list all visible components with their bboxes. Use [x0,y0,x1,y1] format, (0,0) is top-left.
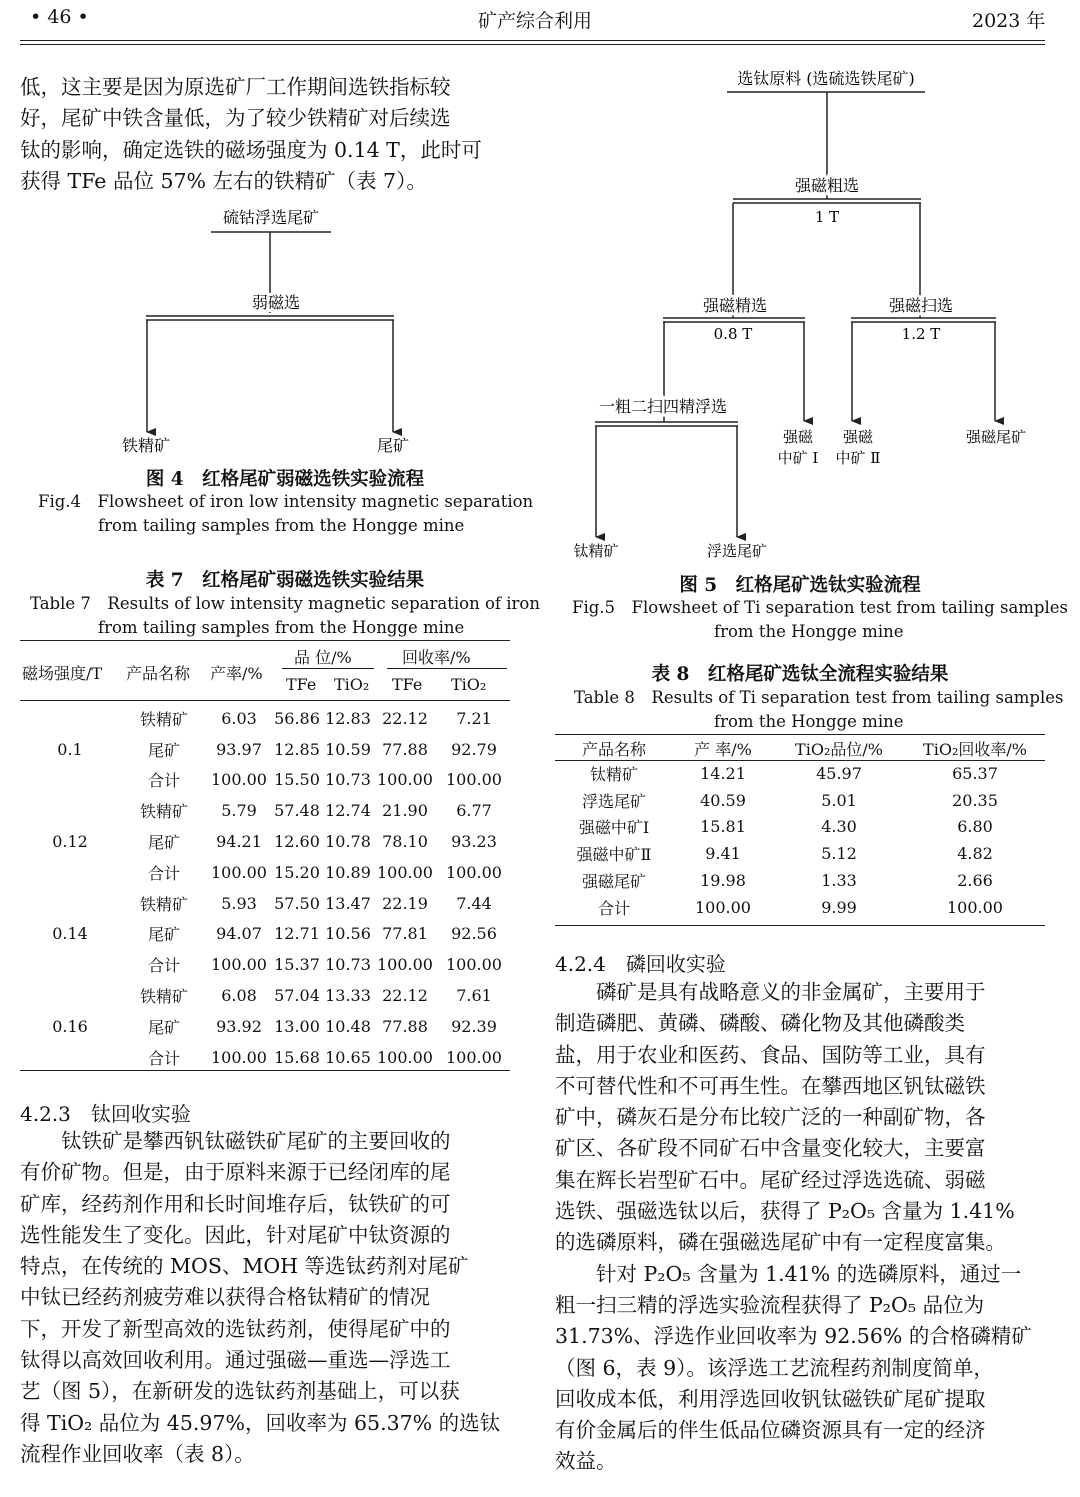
table7-cell: 合计 [147,1048,180,1068]
text-line: 有价金属后的伴生低品位磷资源具有一定的经济 [555,1418,986,1443]
table7-caption-en-1: Table 7 Results of low intensity magnetic separation of iron [30,594,540,613]
table8-cell: 9.41 [705,844,741,864]
table7-cell: 10.89 [325,862,371,882]
table7-cell: 93.23 [451,832,497,852]
table7-cell: 尾矿 [147,925,180,945]
table7-cell: 13.33 [325,986,371,1006]
table7-cell: 15.68 [274,1047,320,1067]
text-line: 得 TiO₂ 品位为 45.97%，回收率为 65.37% 的选钛 [20,1410,501,1435]
table7-cell: 12.60 [274,832,320,852]
fig5-clean-field: 0.8 T [713,325,753,343]
table7-cell: 10.73 [325,955,371,975]
text-line: 制造磷肥、黄磷、磷酸、磷化物及其他磷酸类 [555,1011,965,1036]
fig4-caption-cn: 图 4 红格尾矿弱磁选铁实验流程 [145,469,425,490]
fig5-flot-label: 一粗二扫四精浮选 [598,397,728,416]
text-line: 集在辉长岩型矿石中。尾矿经过浮选选硫、弱磁 [555,1167,986,1192]
table-row [20,980,510,1011]
table7-cell: 92.39 [451,1016,497,1036]
table7-head-product: 产品名称 [126,664,191,683]
table-row [20,795,510,826]
text-line: 盐，用于农业和医药、食品、国防等工业，具有 [555,1042,986,1067]
table7-cell: 92.56 [451,924,497,944]
table8-cell: 19.98 [700,871,746,891]
text-line: 粗一扫三精的浮选实验流程获得了 P₂O₅ 品位为 [555,1292,985,1317]
table8-cell: 4.82 [957,844,993,864]
table7-cell: 10.48 [325,1016,371,1036]
table8-cell: 强磁中矿Ⅰ [578,818,650,838]
text-line: 流程作业回收率（表 8）。 [20,1441,255,1466]
table-row [20,703,510,734]
fig5-tail-label: 强磁尾矿 [965,428,1027,446]
table8 [555,736,1045,921]
table7-cell: 22.12 [382,986,428,1006]
table8-cell: 6.80 [957,817,993,837]
table7-cell: 尾矿 [147,833,180,853]
text-line: 矿区、各矿段不同矿石中含量变化较大，主要富 [555,1136,986,1161]
fig4-feed-label: 硫钴浮选尾矿 [222,208,320,227]
table7-cell: 100.00 [211,955,267,975]
text-line: 回收成本低，利用浮选回收钒钛磁铁矿尾矿提取 [555,1386,986,1411]
table7-cell: 22.12 [382,708,428,728]
fig4-caption-en-1: Fig.4 Flowsheet of iron low intensity magnetic separation [38,492,534,511]
table7-cell: 尾矿 [147,740,180,760]
fig5-flot-tail-label: 浮选尾矿 [706,542,768,560]
fig5-caption-en-2: from the Hongge mine [714,622,904,641]
table7-cell: 57.50 [274,893,320,913]
table8-caption-cn: 表 8 红格尾矿选钛全流程实验结果 [651,664,949,685]
table7-cell: 15.20 [274,862,320,882]
table8-cell: 15.81 [700,817,746,837]
fig5-rough-label: 强磁粗选 [794,176,860,195]
table7-cell: 77.88 [382,739,428,759]
table8-head-product: 产品名称 [581,739,646,759]
journal-title: 矿产综合利用 [478,10,593,32]
table7-cell: 6.08 [221,986,257,1006]
text-line: 的选磷原料，磷在强磁选尾矿中有一定程度富集。 [555,1230,1006,1255]
fig5-mid1-a: 强磁 [782,428,814,446]
table8-cell: 强磁尾矿 [581,872,646,892]
fig4-out-left: 铁精矿 [121,436,171,455]
table7-cell: 铁精矿 [139,987,188,1007]
table7-cell: 7.61 [456,986,492,1006]
table7-cell: 铁精矿 [139,709,188,729]
table7-cell: 77.81 [382,924,428,944]
table7-cell: 94.07 [216,924,262,944]
fig5-scav-field: 1.2 T [901,325,941,343]
table8-cell: 100.00 [695,897,751,917]
table7-cell: 铁精矿 [139,802,188,822]
table7-cell: 5.93 [221,893,257,913]
fig5-rough-field: 1 T [814,208,840,226]
table8-cell: 9.99 [821,897,857,917]
table7-cell: 12.71 [274,924,320,944]
table7-cell: 10.59 [325,739,371,759]
text-line: 有价矿物。但是，由于原料来源于已经闭库的尾 [20,1160,451,1185]
text-line: 中钛已经药剂疲劳难以获得合格钛精矿的情况 [20,1285,430,1310]
table8-cell: 合计 [597,898,630,918]
table7-field-cell: 0.12 [52,832,88,852]
table7-cell: 6.77 [456,801,492,821]
table7-cell: 57.04 [274,986,320,1006]
table7-cell: 15.37 [274,955,320,975]
table8-cell: 浮选尾矿 [581,791,646,811]
text-line: 获得 TFe 品位 57% 左右的铁精矿（表 7）。 [20,168,427,193]
table8-top-rule [555,734,1045,735]
intro-paragraph [20,72,510,197]
table7-head-grade: 品 位/% [294,648,352,667]
text-line: 31.73%、浮选作业回收率为 92.56% 的合格磷精矿 [555,1324,1032,1349]
table7-cell: 尾矿 [147,1017,180,1037]
text-line: 特点，在传统的 MOS、MOH 等选钛药剂对尾矿 [20,1254,469,1279]
table8-cell: 65.37 [952,763,998,783]
year: 2023 年 [972,10,1046,32]
table7-cell: 10.73 [325,770,371,790]
table8-cell: 14.21 [700,763,746,783]
text-line: 钛得以高效回收利用。通过强磁—重选—浮选工 [20,1348,451,1373]
fig5-scav-label: 强磁扫选 [888,296,954,315]
text-line: 钛铁矿是攀西钒钛磁铁矿尾矿的主要回收的 [20,1129,451,1153]
section-424-body [555,977,1045,1478]
text-line: 钛的影响，确定选铁的磁场强度为 0.14 T，此时可 [20,137,482,162]
section-423-heading: 4.2.3 钛回收实验 [20,1102,191,1126]
table7-cell: 93.97 [216,739,262,759]
table7-cell: 100.00 [446,770,502,790]
table7-cell: 93.92 [216,1016,262,1036]
table-row [555,787,1045,814]
page-number: • 46 • [30,6,89,28]
text-line: 效益。 [555,1449,617,1474]
fig5-mid1-b: 中矿 Ⅰ [777,449,819,467]
table7-cell: 合计 [147,771,180,791]
fig5-caption-en-1: Fig.5 Flowsheet of Ti separation test from tailing samples [572,598,1069,617]
table7-cell: 10.56 [325,924,371,944]
table7-cell: 100.00 [446,862,502,882]
table7-caption-en-2: from tailing samples from the Hongge mine [98,618,465,637]
section-423-body [20,1126,510,1470]
table7-head-recovery: 回收率/% [402,648,471,667]
table8-cell: 强磁中矿Ⅱ [576,845,652,865]
table7-cell: 94.21 [216,832,262,852]
text-line: 低，这主要是因为原选矿厂工作期间选铁指标较 [20,75,451,99]
table7-cell: 12.74 [325,801,371,821]
table7 [20,703,510,1073]
table8-cell: 4.30 [821,817,857,837]
header-rule [20,40,1045,41]
table7-cell: 100.00 [211,770,267,790]
table7-cell: 13.47 [325,893,371,913]
table7-caption-cn: 表 7 红格尾矿弱磁选铁实验结果 [145,570,425,591]
text-line: 好，尾矿中铁含量低，为了较少铁精矿对后续选 [20,106,451,131]
table7-head-yield: 产率/% [210,664,263,683]
figure-4-flowsheet [0,195,540,465]
fig5-ti-conc-label: 钛精矿 [573,542,619,560]
table7-cell: 100.00 [211,1047,267,1067]
table7-cell: 铁精矿 [139,894,188,914]
table7-cell: 合计 [147,956,180,976]
table7-cell: 7.44 [456,893,492,913]
table8-head-grade: TiO₂品位/% [795,739,883,759]
table7-cell: 22.19 [382,893,428,913]
text-line: 下，开发了新型高效的选钛药剂，使得尾矿中的 [20,1316,451,1341]
table8-head-recovery: TiO₂回收率/% [923,739,1027,759]
table7-head-tio2: TiO₂ [334,675,370,694]
table7-cell: 100.00 [211,862,267,882]
table7-cell: 56.86 [274,708,320,728]
fig4-out-right: 尾矿 [376,436,410,455]
fig5-feed-label: 选钛原料 (选硫选铁尾矿) [737,69,915,88]
fig5-mid2-b: 中矿 Ⅱ [835,449,881,467]
table7-cell: 100.00 [377,770,433,790]
text-line: （图 6，表 9）。该浮选工艺流程药剂制度简单， [555,1355,994,1380]
table7-head-tio2b: TiO₂ [451,675,487,694]
text-line: 针对 P₂O₅ 含量为 1.41% 的选磷原料，通过一 [555,1261,1022,1286]
table7-head-rule [20,700,510,701]
table7-cell: 10.65 [325,1047,371,1067]
table7-cell: 78.10 [382,832,428,852]
table-row [555,867,1045,894]
table8-bottom-rule [555,925,1045,926]
table7-cell: 100.00 [377,1047,433,1067]
table-row [555,840,1045,867]
table7-cell: 10.78 [325,832,371,852]
table7-cell: 77.88 [382,1016,428,1036]
table7-recovery-rule [387,668,507,669]
table8-cell: 2.66 [957,871,993,891]
table7-cell: 100.00 [377,862,433,882]
table7-field-cell: 0.14 [52,924,88,944]
table8-cell: 45.97 [816,763,862,783]
text-line: 选性能发生了变化。因此，针对尾矿中钛资源的 [20,1222,451,1247]
text-line: 矿中，磷灰石是分布比较广泛的一种副矿物，各 [555,1105,986,1130]
table7-cell: 13.00 [274,1016,320,1036]
table-row [555,760,1045,787]
table7-cell: 7.21 [456,708,492,728]
table7-cell: 100.00 [446,1047,502,1067]
table8-head-yield: 产 率/% [694,739,752,759]
text-line: 磷矿是具有战略意义的非金属矿，主要用于 [555,980,986,1004]
fig5-mid2-a: 强磁 [842,428,874,446]
table8-cell: 钛精矿 [589,764,638,784]
table7-cell: 5.79 [221,801,257,821]
section-424-heading: 4.2.4 磷回收实验 [555,952,726,976]
figure-5-flowsheet [555,60,1055,568]
fig4-step-label: 弱磁选 [251,293,301,312]
table8-cell: 5.12 [821,844,857,864]
table7-field-cell: 0.16 [52,1016,88,1036]
table7-cell: 12.85 [274,739,320,759]
table7-cell: 6.03 [221,708,257,728]
table7-cell: 92.79 [451,739,497,759]
text-line: 矿库，经药剂作用和长时间堆存后，钛铁矿的可 [20,1191,451,1216]
table7-cell: 100.00 [377,955,433,975]
table7-head-tfe2: TFe [392,675,423,694]
text-line: 不可替代性和不可再生性。在攀西地区钒钛磁铁 [555,1073,986,1098]
table7-cell: 57.48 [274,801,320,821]
table8-cell: 5.01 [821,790,857,810]
text-line: 艺（图 5），在新研发的选钛药剂基础上，可以获 [20,1379,460,1404]
table-row [555,894,1045,921]
table8-cell: 1.33 [821,871,857,891]
table8-caption-en-1: Table 8 Results of Ti separation test from tailing samples [574,688,1064,707]
table7-top-rule [20,640,510,641]
fig5-caption-cn: 图 5 红格尾矿选钛实验流程 [679,575,921,596]
table8-cell: 100.00 [947,897,1003,917]
header-rule-thin [20,44,1045,45]
fig5-clean-label: 强磁精选 [702,296,768,315]
table7-head-tfe: TFe [286,675,317,694]
table7-field-cell: 0.1 [57,739,83,759]
table8-cell: 20.35 [952,790,998,810]
table7-cell: 12.83 [325,708,371,728]
table-row [555,814,1045,841]
fig4-caption-en-2: from tailing samples from the Hongge mine [98,516,465,535]
table-row [20,888,510,919]
text-line: 选铁、强磁选钛以后，获得了 P₂O₅ 含量为 1.41% [555,1199,1015,1224]
table7-grade-rule [282,668,374,669]
table7-cell: 21.90 [382,801,428,821]
table8-caption-en-2: from the Hongge mine [714,712,904,731]
table7-cell: 100.00 [446,955,502,975]
table8-cell: 40.59 [700,790,746,810]
table7-cell: 合计 [147,863,180,883]
table7-cell: 15.50 [274,770,320,790]
table7-head-field: 磁场强度/T [22,664,103,683]
